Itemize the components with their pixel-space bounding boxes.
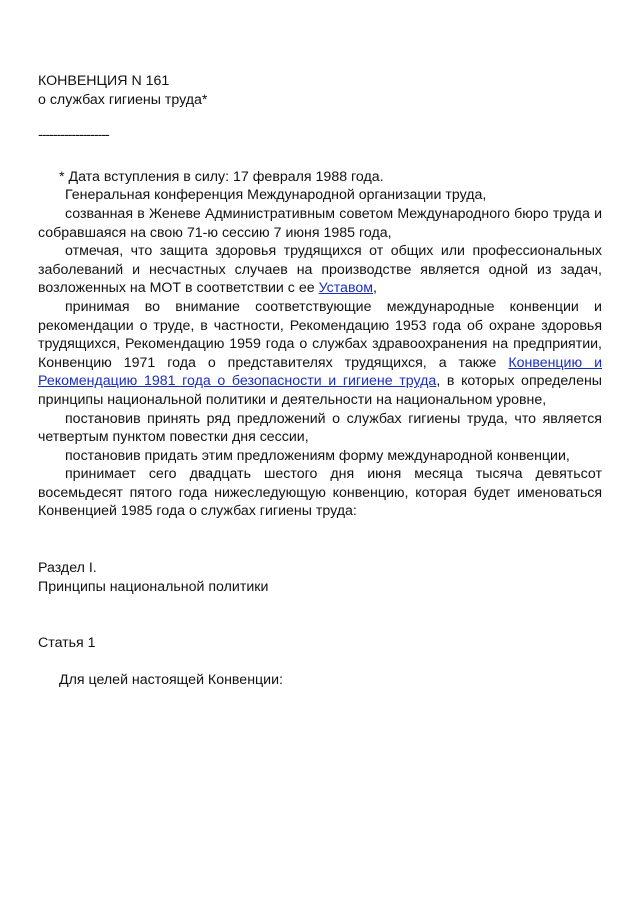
article-heading: Статья 1 (38, 635, 96, 652)
paragraph-noting-text: отмечая, что защита здоровья трудящихся от общих или профессиональных заболеваний и несчастных случаев на производстве является одной из задач, возложенных на МОТ в соответствии с ее (38, 243, 602, 297)
footnote-separator: ------------------- (38, 127, 109, 144)
paragraph-considering-text: принимая во внимание соответствующие международные конвенции и рекомендации о труде, в частности, Рекомендацию 1953 года об охране здоровья трудящихся, Рекомендацию 1959 года о службах здравоохранения на предприятии, Конвенцию 1971 года о представителях трудящихся, а также (38, 298, 602, 371)
effective-date-footnote: * Дата вступления в силу: 17 февраля 1988 года. (59, 168, 384, 185)
constitution-link[interactable]: Уставом (318, 280, 373, 297)
paragraph-considering-end: , в которых определены принципы национальной политики и деятельности на национальном уровне, (38, 373, 602, 408)
article-intro: Для целей настоящей Конвенции: (59, 671, 283, 688)
section-title: Принципы национальной политики (38, 578, 269, 595)
convention-1981-link[interactable]: Конвенцию и Рекомендацию 1981 года о безопасности и гигиене труда (38, 354, 602, 390)
paragraph-considering (38, 298, 602, 410)
section-label: Раздел I. (38, 560, 97, 577)
document-title: КОНВЕНЦИЯ N 161 (38, 73, 170, 89)
paragraph-deciding-adopt: постановив принять ряд предложений о службах гигиены труда, что является четвертым пунктом повестки дня сессии, (38, 410, 602, 446)
paragraph-adopts: принимает сего двадцать шестого дня июня месяца тысяча девятьсот восемьдесят пятого года нижеследующую конвенцию, которая будет именоваться Конвенцией 1985 года о службах гигиены труда: (38, 466, 602, 520)
document-subtitle: о службах гигиены труда* (38, 91, 208, 108)
paragraph-conference: Генеральная конференция Международной организации труда, (65, 187, 487, 204)
paragraph-noting (38, 242, 602, 298)
document-header (38, 72, 602, 109)
paragraph-convened: созванная в Женеве Административным советом Международного бюро труда и собравшаяся на свою 71-ю сессию 7 июня 1985 года, (38, 205, 602, 241)
section-heading (38, 559, 602, 596)
paragraph-deciding-form: постановив придать этим предложениям форму международной конвенции, (65, 447, 570, 464)
paragraph-noting-end: , (372, 280, 377, 297)
